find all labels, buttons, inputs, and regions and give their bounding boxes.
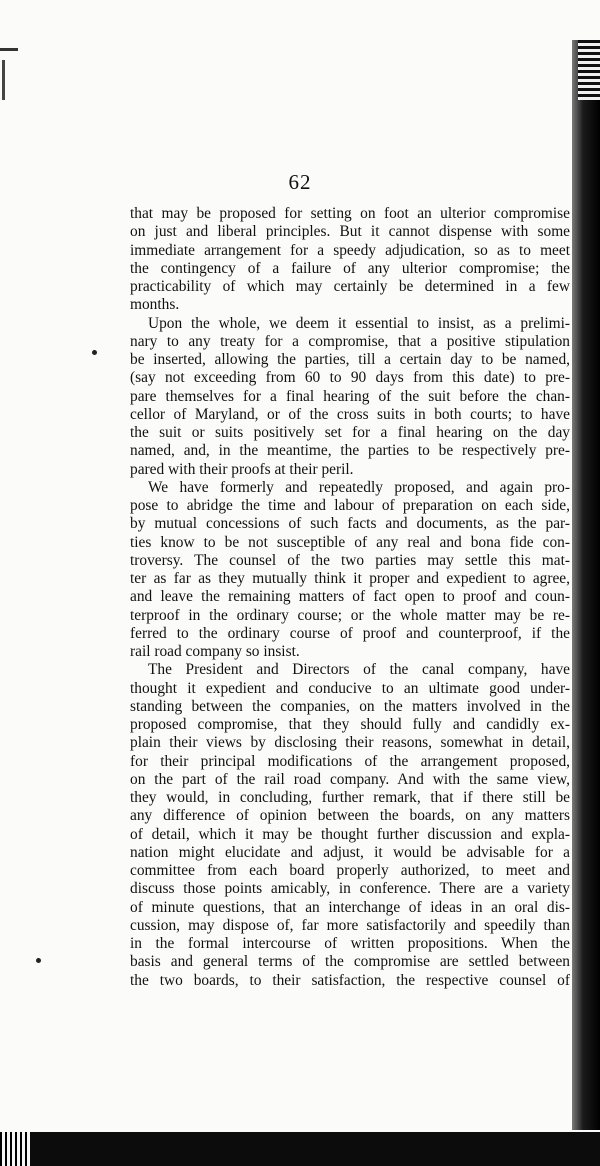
text-line: pose to abridge the time and labour of preparation on each side, (130, 497, 570, 514)
text-line: committee from each board properly authorized, to meet and (130, 862, 570, 879)
text-line: pare themselves for a final hearing of the suit before the chan- (130, 387, 570, 405)
text-line: ferred to the ordinary course of proof and counterproof, if the (130, 624, 570, 642)
text-line: standing between the companies, on the matters involved in the (130, 697, 570, 715)
text-line: any difference of opinion between the boards, on any matters (130, 807, 570, 825)
text-line: the two boards, to their satisfaction, the respective counsel of (130, 971, 570, 989)
text-line: terproof in the ordinary course; or the whole matter may be re- (130, 606, 570, 624)
text-line: nary to any treaty for a compromise, that a positive stipulation (130, 332, 570, 350)
text-line: of detail, which it may be thought further discussion and expla- (130, 825, 570, 843)
text-line: for their principal modifications of the arrangement proposed, (130, 752, 570, 770)
ink-speck (92, 350, 97, 355)
text-line: that may be proposed for setting on foot an ulterior compromise (130, 205, 570, 222)
text-line: on the part of the rail road company. And with the same view, (130, 770, 570, 788)
text-line: named, and, in the meantime, the parties to be respectively pre- (130, 442, 570, 460)
text-line: pared with their proofs at their peril. (130, 460, 354, 478)
text-line: basis and general terms of the compromise are settled between (130, 953, 570, 971)
text-line: ties know to be not susceptible of any real and bona fide con- (130, 533, 570, 551)
text-line: the suit or suits positively set for a final hearing on the day (130, 424, 570, 441)
page-number: 62 (288, 170, 312, 194)
paragraph-first-line: We have formerly and repeatedly proposed, and again pro- (148, 478, 570, 496)
text-line: be inserted, allowing the parties, till a certain day to be named, (130, 351, 570, 368)
text-line: rail road company so insist. (130, 643, 300, 660)
ink-speck (36, 958, 41, 963)
text-line: (say not exceeding from 60 to 90 days from this date) to pre- (130, 369, 570, 387)
text-line: on just and liberal principles. But it cannot dispense with some (130, 223, 570, 241)
text-line: ter as far as they mutually think it proper and expedient to agree, (130, 570, 570, 587)
text-line: cussion, may dispose of, far more satisfactorily and speedily than (130, 916, 570, 934)
text-line: and leave the remaining matters of fact open to proof and coun- (130, 588, 570, 606)
text-line: by mutual concessions of such facts and documents, as the par- (130, 515, 570, 533)
page-binding-shadow (572, 40, 600, 1130)
paragraph-first-line: The President and Directors of the canal company, have (148, 661, 570, 679)
text-line: in the formal intercourse of written propositions. When the (130, 935, 570, 952)
scan-edge-mark (0, 1132, 30, 1166)
text-line: thought it expedient and conducive to an ultimate good under- (130, 679, 570, 697)
text-line: discuss those points amicably, in conference. There are a variety (130, 880, 570, 898)
scan-edge-mark (578, 40, 600, 100)
text-line: nation might elucidate and adjust, it would be advisable for a (130, 843, 570, 861)
scan-edge-mark (0, 48, 18, 51)
body-text (130, 205, 570, 990)
page-bottom-shadow (0, 1132, 600, 1166)
text-line: of minute questions, that an interchange of ideas in an oral dis- (130, 898, 570, 916)
text-line: proposed compromise, that they should fully and candidly ex- (130, 716, 570, 733)
text-line: months. (130, 296, 180, 314)
text-line: troversy. The counsel of the two parties may settle this mat- (130, 551, 570, 569)
text-line: practicability of which may certainly be determined in a few (130, 278, 570, 295)
text-line: they would, in concluding, further remark, that if there still be (130, 789, 570, 806)
scan-edge-mark (2, 60, 5, 100)
text-line: immediate arrangement for a speedy adjudication, so as to meet (130, 241, 570, 259)
text-line: the contingency of a failure of any ulterior compromise; the (130, 259, 570, 277)
text-line: plain their views by disclosing their reasons, somewhat in detail, (130, 734, 570, 752)
paragraph-first-line: Upon the whole, we deem it essential to insist, as a prelimi- (148, 314, 570, 332)
text-line: cellor of Maryland, or of the cross suits in both courts; to have (130, 405, 570, 423)
